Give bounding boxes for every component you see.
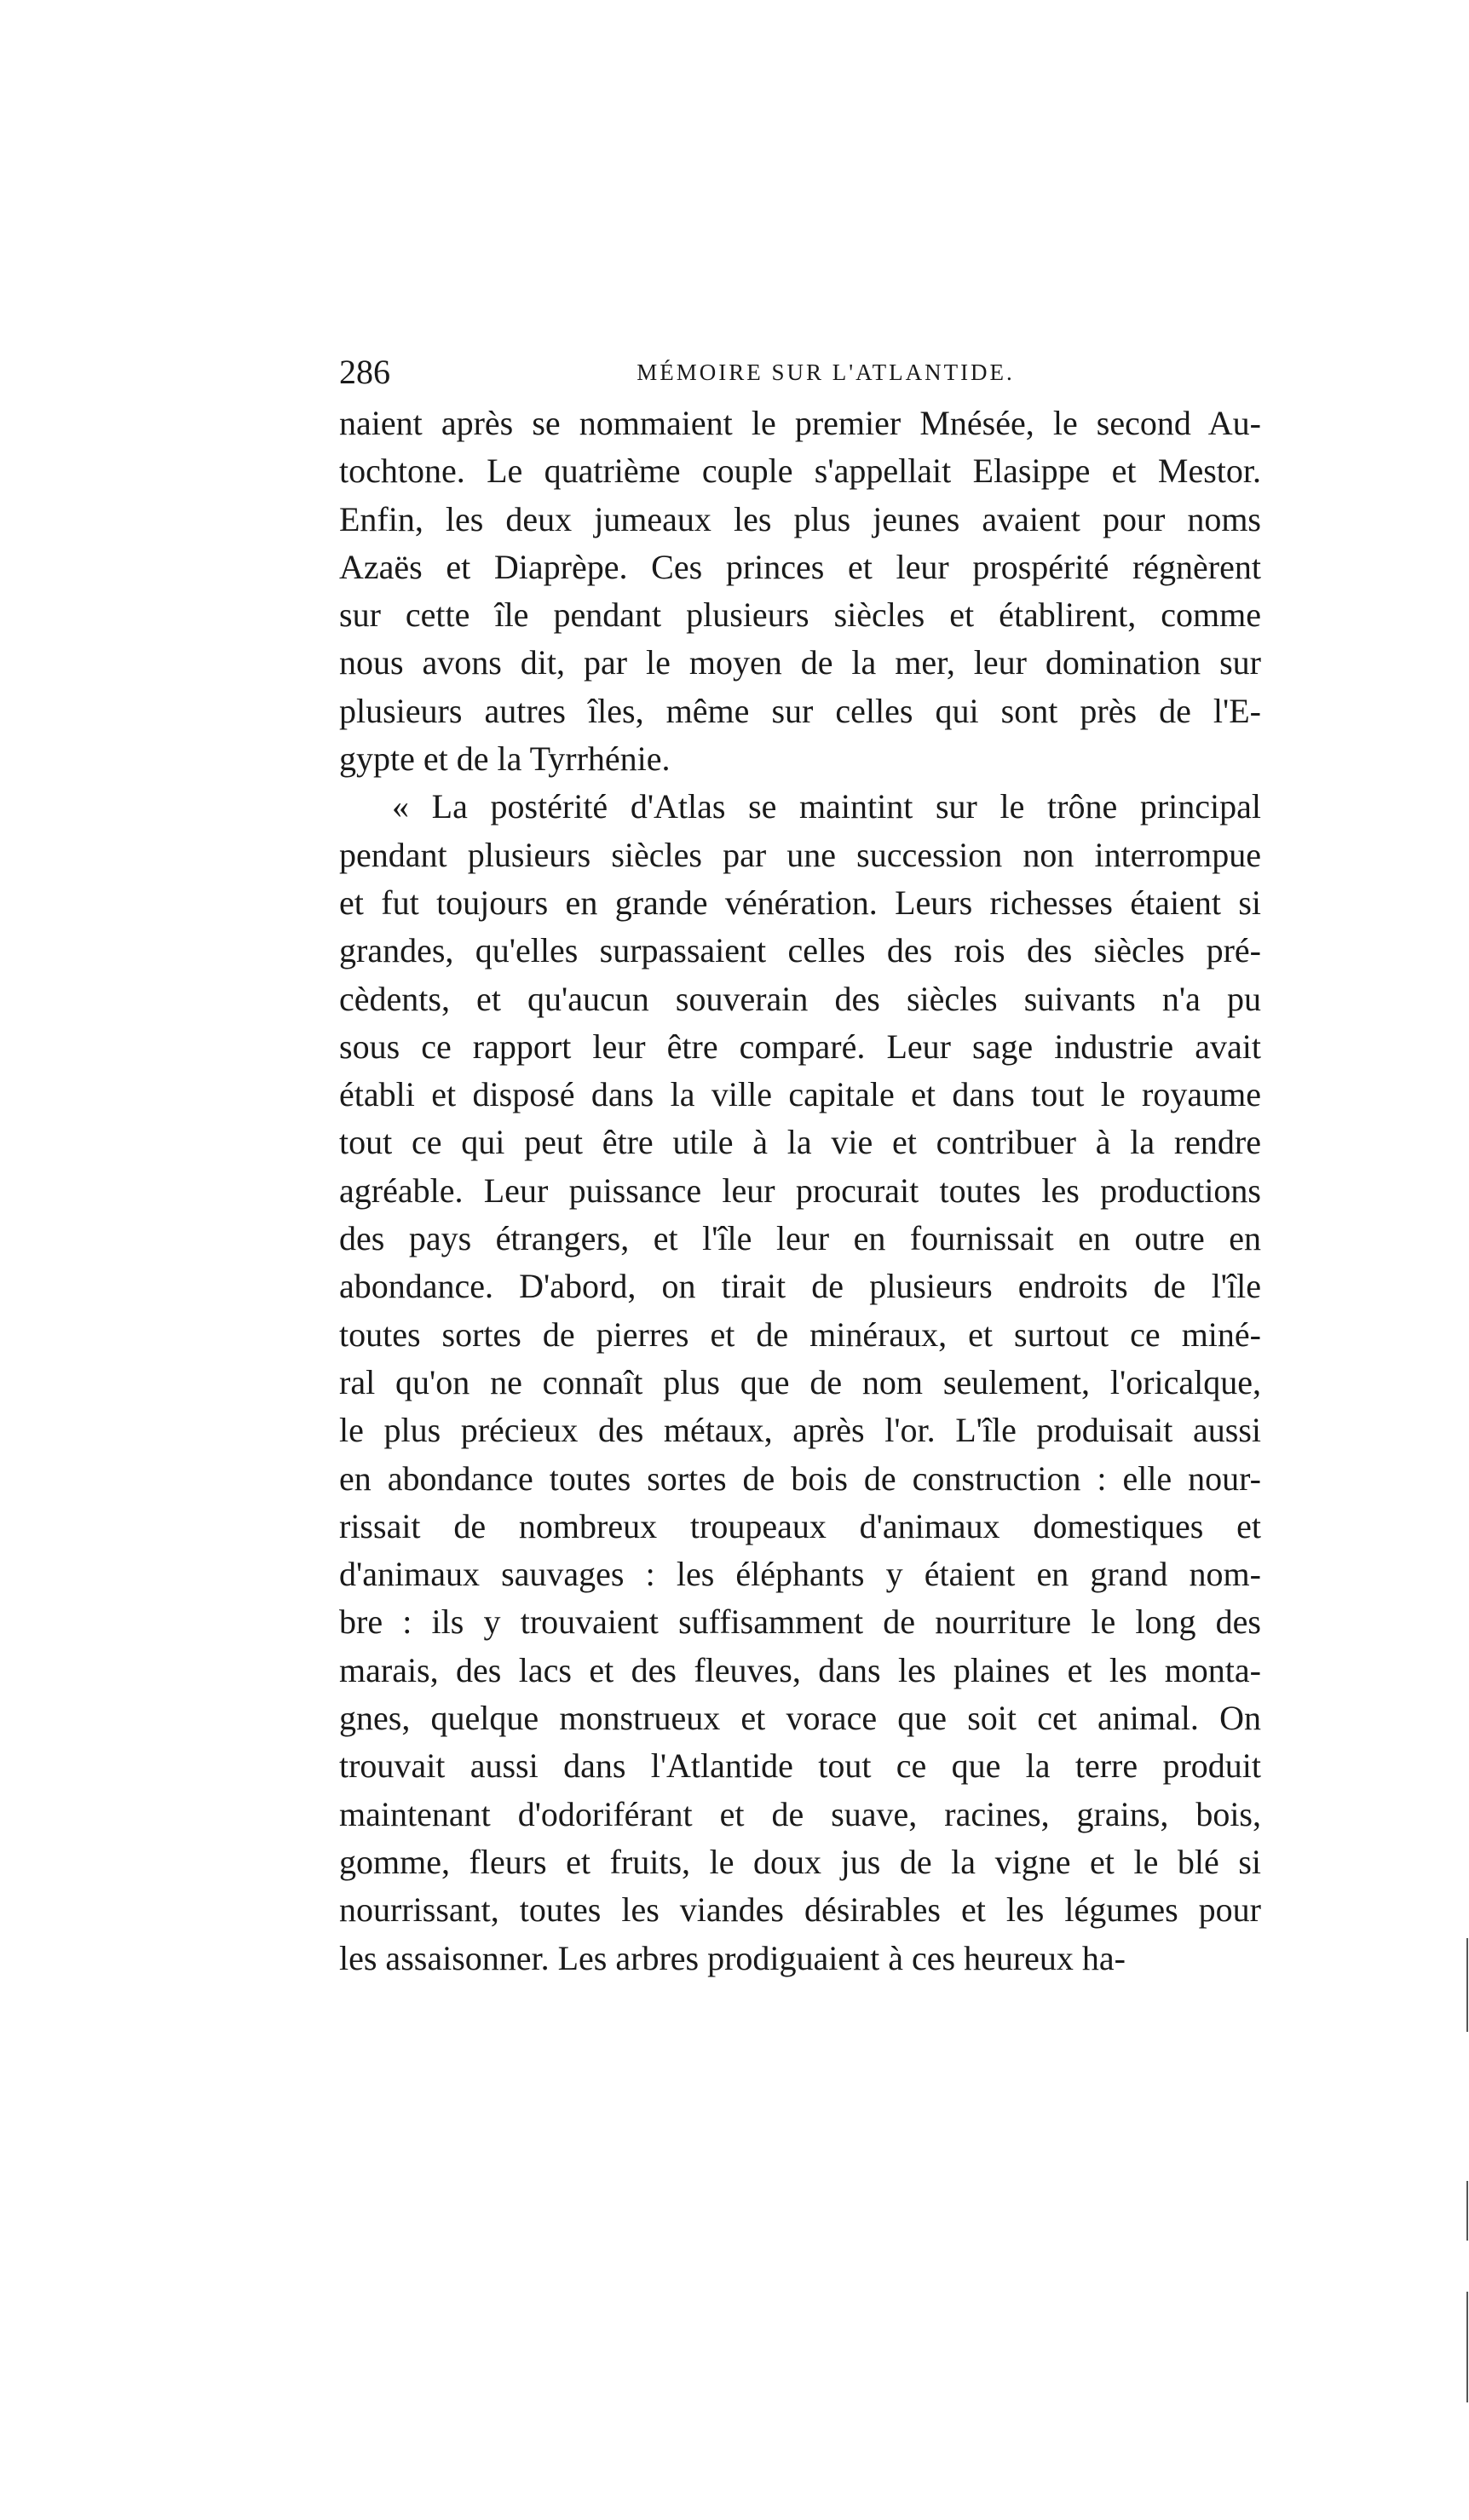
text-line: gnes, quelque monstrueux et vorace que soit cet animal. On bbox=[339, 1699, 1261, 1738]
body-text bbox=[339, 400, 1261, 1982]
text-line: tout ce qui peut être utile à la vie et contribuer à la rendre bbox=[339, 1123, 1261, 1162]
text-line: le plus précieux des métaux, après l'or. L'île produisait aussi bbox=[339, 1411, 1261, 1450]
page-number: 286 bbox=[339, 353, 390, 391]
text-line: naient après se nommaient le premier Mnésée, le second Au- bbox=[339, 404, 1261, 442]
text-line: et fut toujours en grande vénération. Leurs richesses étaient si bbox=[339, 883, 1261, 922]
running-title: MÉMOIRE SUR L'ATLANTIDE. bbox=[637, 360, 1015, 385]
text-line: Azaës et Diaprèpe. Ces princes et leur prospérité régnèrent bbox=[339, 547, 1261, 586]
scan-edge-mark bbox=[1466, 2292, 1468, 2402]
text-line: d'animaux sauvages : les éléphants y étaient en grand nom- bbox=[339, 1555, 1261, 1594]
text-line: gomme, fleurs et fruits, le doux jus de la vigne et le blé si bbox=[339, 1842, 1261, 1881]
text-line: sur cette île pendant plusieurs siècles et établirent, comme bbox=[339, 595, 1261, 635]
text-line: établi et disposé dans la ville capitale et dans tout le royaume bbox=[339, 1075, 1261, 1114]
text-line: gypte et de la Tyrrhénie. bbox=[339, 739, 671, 779]
scan-edge-mark bbox=[1466, 1938, 1468, 2032]
text-line: ral qu'on ne connaît plus que de nom seulement, l'oricalque, bbox=[339, 1362, 1261, 1401]
book-page bbox=[339, 345, 1261, 1982]
text-line: trouvait aussi dans l'Atlantide tout ce que la terre produit bbox=[339, 1746, 1261, 1786]
text-line: des pays étrangers, et l'île leur en fournissait en outre en bbox=[339, 1219, 1261, 1258]
text-line: rissait de nombreux troupeaux d'animaux domestiques et bbox=[339, 1506, 1261, 1545]
text-line: cèdents, et qu'aucun souverain des siècles suivants n'a pu bbox=[339, 979, 1261, 1018]
text-line: agréable. Leur puissance leur procurait toutes les productions bbox=[339, 1171, 1261, 1210]
text-line: plusieurs autres îles, même sur celles qui sont près de l'E- bbox=[339, 691, 1261, 730]
text-line: tochtone. Le quatrième couple s'appellait Elasippe et Mestor. bbox=[339, 452, 1261, 491]
text-line: Enfin, les deux jumeaux les plus jeunes avaient pour noms bbox=[339, 499, 1261, 538]
running-head bbox=[339, 345, 1261, 400]
text-line: abondance. D'abord, on tirait de plusieurs endroits de l'île bbox=[339, 1267, 1261, 1306]
text-line: nourrissant, toutes les viandes désirables et les légumes pour bbox=[339, 1890, 1261, 1930]
text-line: en abondance toutes sortes de bois de construction : elle nour- bbox=[339, 1458, 1261, 1498]
text-line: nous avons dit, par le moyen de la mer, leur domination sur bbox=[339, 643, 1261, 682]
text-line: toutes sortes de pierres et de minéraux, et surtout ce miné- bbox=[339, 1315, 1261, 1354]
text-line: sous ce rapport leur être comparé. Leur sage industrie avait bbox=[339, 1027, 1261, 1066]
paragraph bbox=[339, 400, 1261, 783]
paragraph bbox=[339, 783, 1261, 1982]
scan-edge-mark bbox=[1466, 2181, 1468, 2241]
text-line: « La postérité d'Atlas se maintint sur le trône principal bbox=[392, 787, 1261, 826]
text-line: grandes, qu'elles surpassaient celles des rois des siècles pré- bbox=[339, 931, 1261, 970]
text-line: pendant plusieurs siècles par une succession non interrompue bbox=[339, 835, 1261, 874]
text-line: marais, des lacs et des fleuves, dans les plaines et les monta- bbox=[339, 1650, 1261, 1689]
text-line: bre : ils y trouvaient suffisamment de nourriture le long des bbox=[339, 1602, 1261, 1642]
text-line: les assaisonner. Les arbres prodiguaient à ces heureux ha- bbox=[339, 1938, 1126, 1977]
text-line: maintenant d'odoriférant et de suave, racines, grains, bois, bbox=[339, 1794, 1261, 1833]
